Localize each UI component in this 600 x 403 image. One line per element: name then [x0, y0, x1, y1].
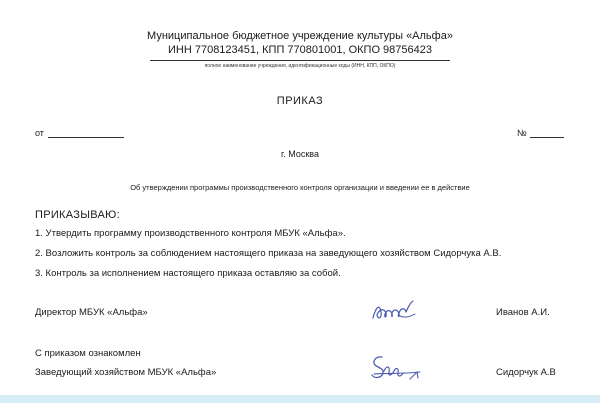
keeper-name: Сидорчук А.В: [496, 367, 556, 378]
organization-caption: полное наименование учреждения, идентификационные коды (ИНН, КПП, ОКПО): [204, 63, 396, 69]
organization-rule: [150, 60, 450, 61]
number-label: №: [517, 128, 527, 138]
organization-name: Муниципальное бюджетное учреждение культуры «Альфа»: [147, 30, 453, 42]
order-item: 3. Контроль за исполнением настоящего приказа оставляю за собой.: [35, 268, 341, 279]
director-title: Директор МБУК «Альфа»: [35, 307, 148, 318]
director-name: Иванов А.И.: [496, 307, 550, 318]
order-heading: ПРИКАЗЫВАЮ:: [35, 209, 120, 221]
date-label: от: [35, 128, 44, 138]
order-item: 1. Утвердить программу производственного контроля МБУК «Альфа».: [35, 228, 346, 239]
date-blank-line: [48, 137, 124, 138]
order-item: 2. Возложить контроль за соблюдением настоящего приказа на заведующего хозяйством Сидорчука А.В.: [35, 248, 502, 259]
city: г. Москва: [281, 149, 319, 159]
document-title: ПРИКАЗ: [276, 95, 324, 107]
keeper-title: Заведующий хозяйством МБУК «Альфа»: [35, 367, 217, 378]
document-subject: Об утверждении программы производственного контроля организации и введении ее в действие: [130, 183, 470, 192]
bottom-band: [0, 395, 600, 403]
keeper-signature: [368, 353, 424, 383]
organization-codes: ИНН 7708123451, КПП 770801001, ОКПО 98756423: [167, 44, 432, 56]
director-signature: [370, 298, 418, 326]
acknowledgement-text: С приказом ознакомлен: [35, 348, 141, 359]
number-blank-line: [530, 137, 564, 138]
